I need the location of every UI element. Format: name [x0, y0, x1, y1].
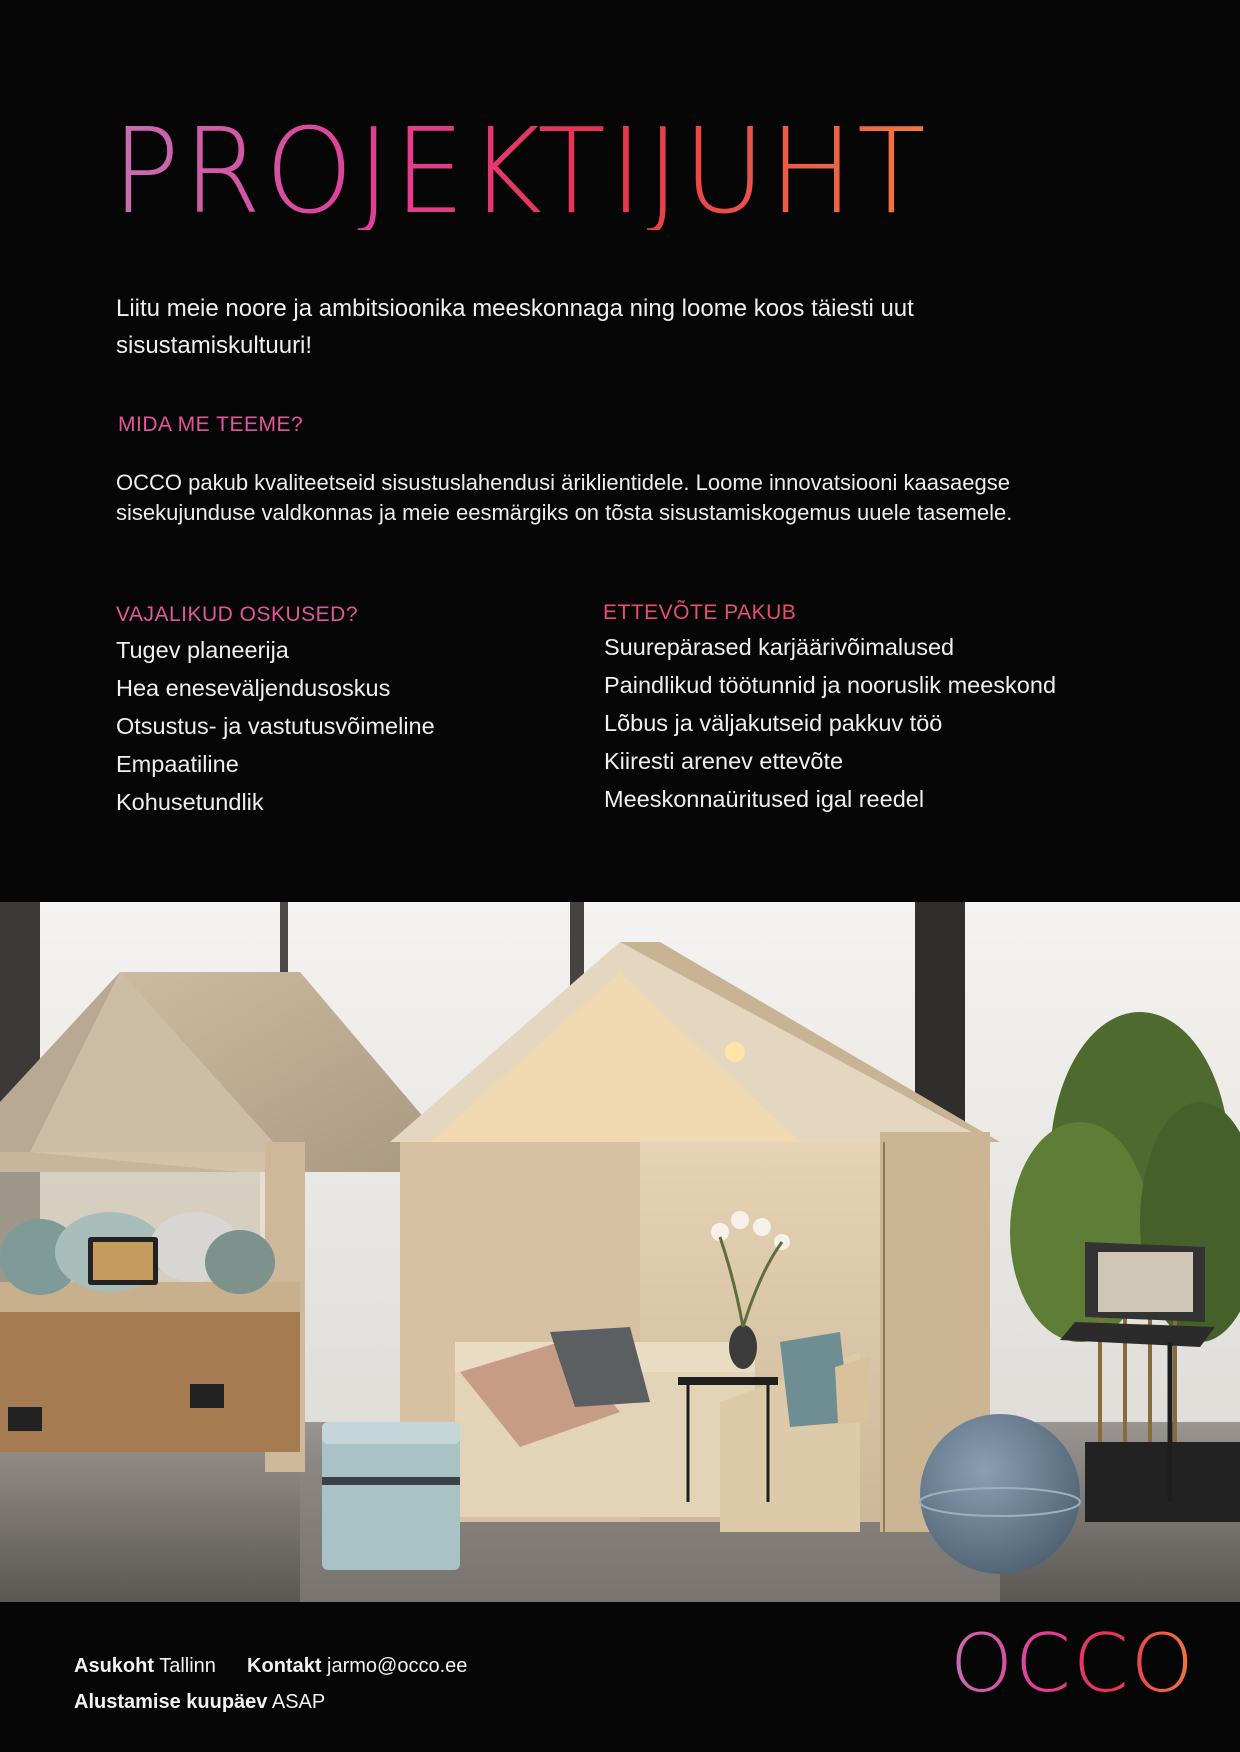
list-item: Otsustus- ja vastutusvõimeline: [116, 713, 435, 739]
location-label: Asukoht: [74, 1655, 154, 1677]
location-value: Tallinn: [159, 1655, 216, 1677]
about-text: OCCO pakub kvaliteetseid sisustuslahendusi äriklientidele. Loome innovatsiooni kaasaegse sisekujunduse valdkonnas ja meie eesmärgiks on tõsta sisustamiskogemus uuele tasemele.: [116, 470, 1013, 525]
list-item: Tugev planeerija: [116, 637, 289, 663]
skills-heading: VAJALIKUD OSKUSED?: [116, 603, 359, 626]
list-item: Suurepärased karjäärivõimalused: [604, 634, 955, 660]
offers-list: [604, 630, 1056, 820]
page-title: PROJEKTIJUHT: [112, 102, 930, 240]
offers-heading: ETTEVÕTE PAKUB: [603, 601, 797, 624]
footer-line-1: [74, 1648, 467, 1684]
about-heading: MIDA ME TEEME?: [118, 413, 304, 436]
skills-list: [116, 633, 435, 823]
list-item: Hea eneseväljendusoskus: [116, 675, 391, 701]
list-item: Paindlikud töötunnid ja nooruslik meeskond: [604, 672, 1057, 698]
office-furniture-photo: [0, 902, 1240, 1602]
list-item: Kiiresti arenev ettevõte: [604, 748, 844, 774]
occo-logo: OCCO: [950, 1617, 1196, 1710]
intro-text: Liitu meie noore ja ambitsioonika meeskonnaga ning loome koos täiesti uut sisustamiskultuuri!: [116, 295, 914, 359]
list-item: Lõbus ja väljakutseid pakkuv töö: [604, 710, 943, 736]
contact-label: Kontakt: [247, 1655, 322, 1677]
list-item: Empaatiline: [116, 751, 239, 777]
list-item: Kohusetundlik: [116, 789, 264, 815]
list-item: Meeskonnaüritused igal reedel: [604, 786, 925, 812]
start-date-label: Alustamise kuupäev: [74, 1691, 268, 1713]
contact-email[interactable]: jarmo@occo.ee: [327, 1655, 468, 1677]
footer-line-2: [74, 1684, 467, 1720]
footer-info: [74, 1648, 467, 1720]
start-date-value: ASAP: [271, 1691, 326, 1713]
